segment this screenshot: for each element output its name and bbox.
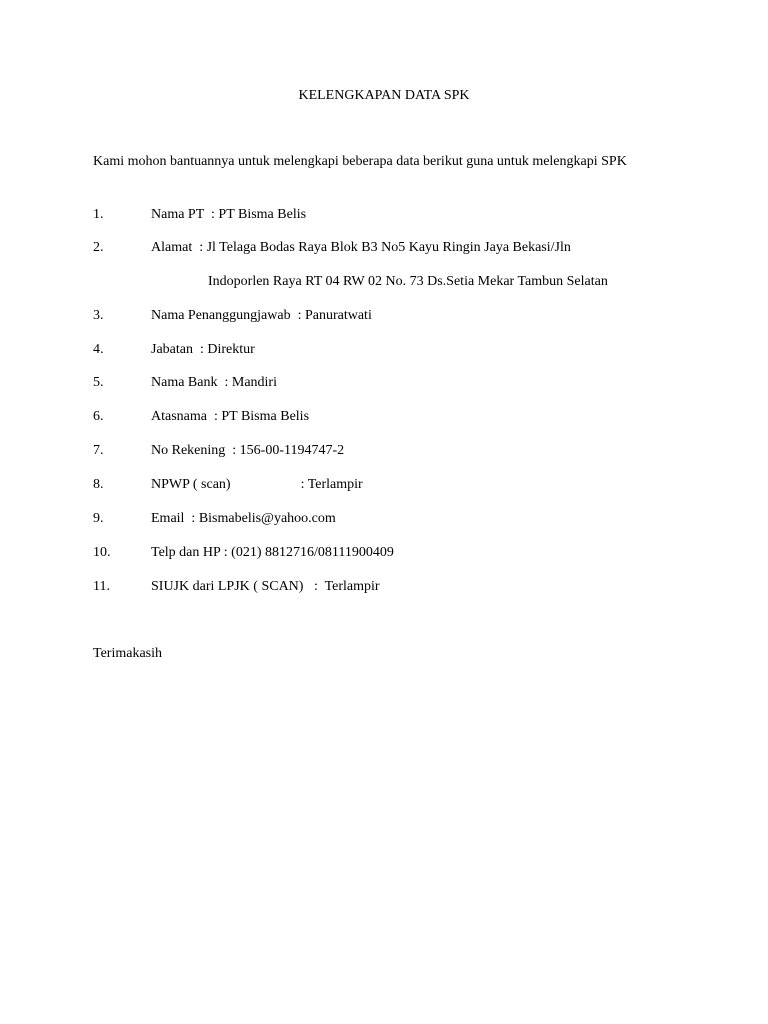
item-number: 5. (93, 375, 104, 390)
item-number: 10. (93, 545, 111, 560)
item-text: Atasnama : PT Bisma Belis (151, 409, 310, 424)
item-text: No Rekening : 156-00-1194747-2 (151, 443, 345, 458)
item-text: Telp dan HP : (021) 8812716/08111900409 (151, 545, 394, 560)
item-number: 3. (93, 308, 104, 323)
item-number: 1. (93, 207, 104, 222)
closing-text: Terimakasih (93, 646, 162, 661)
item-number: 9. (93, 511, 104, 526)
item-number: 6. (93, 409, 104, 424)
item-text: SIUJK dari LPJK ( SCAN) : Terlampir (151, 579, 380, 594)
item-text: Jabatan : Direktur (151, 342, 255, 357)
item-number: 2. (93, 240, 104, 255)
item-number: 7. (93, 443, 104, 458)
intro-paragraph: Kami mohon bantuannya untuk melengkapi beberapa data berikut guna untuk melengkapi SPK (93, 154, 627, 169)
item-text: Nama Penanggungjawab : Panuratwati (151, 308, 372, 323)
item-text: Nama Bank : Mandiri (151, 375, 277, 390)
document-title: KELENGKAPAN DATA SPK (298, 88, 470, 103)
item-text: Email : Bismabelis@yahoo.com (151, 511, 336, 526)
item-text: Nama PT : PT Bisma Belis (151, 207, 307, 222)
item-number: 11. (93, 579, 110, 594)
item-text: Alamat : Jl Telaga Bodas Raya Blok B3 No5 Kayu Ringin Jaya Bekasi/Jln (151, 240, 571, 255)
item-number: 4. (93, 342, 104, 357)
item-text: NPWP ( scan) : Terlampir (151, 477, 363, 492)
alamat-continuation: Indoporlen Raya RT 04 RW 02 No. 73 Ds.Setia Mekar Tambun Selatan (208, 274, 608, 289)
item-number: 8. (93, 477, 104, 492)
